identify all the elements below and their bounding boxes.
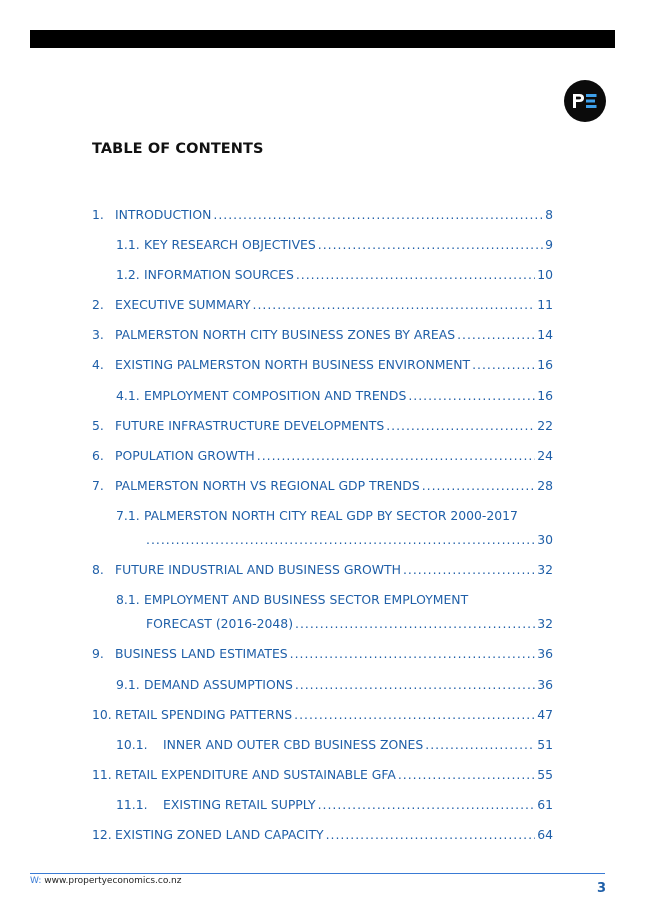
leader-dots (257, 448, 535, 464)
leader-dots (403, 562, 535, 578)
web-label: W: (30, 876, 42, 886)
toc-number: 1.1. (116, 237, 140, 252)
toc-page: 28 (537, 478, 553, 493)
toc-entry-7[interactable] (92, 478, 553, 494)
toc-number: 9.1. (116, 677, 140, 692)
leader-dots (290, 646, 536, 662)
leader-dots (398, 767, 535, 783)
toc-page: 9 (545, 237, 553, 252)
toc-entry-8-1[interactable] (116, 592, 553, 608)
toc-number: 12. (92, 827, 112, 842)
toc-text: RETAIL EXPENDITURE AND SUSTAINABLE GFA (115, 767, 396, 782)
toc-text: INNER AND OUTER CBD BUSINESS ZONES (163, 737, 424, 752)
leader-dots (408, 388, 535, 404)
toc-entry-10[interactable] (92, 707, 553, 723)
toc-text: KEY RESEARCH OBJECTIVES (144, 237, 316, 252)
footer-divider (30, 873, 605, 874)
toc-text: EMPLOYMENT AND BUSINESS SECTOR EMPLOYMENT (144, 592, 469, 607)
toc-entry-4-1[interactable] (116, 388, 553, 404)
toc-page: 51 (537, 737, 553, 752)
leader-dots (296, 267, 535, 283)
leader-dots (326, 827, 536, 843)
leader-dots (318, 237, 543, 253)
toc-page: 10 (537, 267, 553, 282)
toc-page: 55 (537, 767, 553, 782)
toc-entry-2[interactable] (92, 297, 553, 313)
toc-text: INTRODUCTION (115, 207, 212, 222)
toc-entry-9[interactable] (92, 646, 553, 662)
toc-number: 1.2. (116, 267, 140, 282)
toc-number: 10. (92, 707, 112, 722)
toc-page: 47 (537, 707, 553, 722)
toc-entry-6[interactable] (92, 448, 553, 464)
toc-page: 64 (537, 827, 553, 842)
leader-dots (318, 797, 536, 813)
toc-number: 1. (92, 207, 104, 222)
toc-text: POPULATION GROWTH (115, 448, 255, 463)
toc-entry-4[interactable] (92, 357, 553, 373)
toc-number: 4.1. (116, 388, 140, 403)
toc-text: INFORMATION SOURCES (144, 267, 294, 282)
toc-entry-10-1[interactable] (116, 737, 553, 753)
toc-number: 8. (92, 562, 104, 577)
leader-dots (457, 327, 535, 343)
toc-text: PALMERSTON NORTH VS REGIONAL GDP TRENDS (115, 478, 420, 493)
toc-number: 8.1. (116, 592, 140, 607)
toc-page: 14 (537, 327, 553, 342)
toc-text-continued: FORECAST (2016-2048) (146, 616, 294, 631)
leader-dots (472, 357, 535, 373)
leader-dots (422, 478, 536, 494)
toc-entry-12[interactable] (92, 827, 553, 843)
leader-dots (425, 737, 535, 753)
toc-page: 30 (537, 532, 553, 547)
toc-text: FUTURE INFRASTRUCTURE DEVELOPMENTS (115, 418, 385, 433)
toc-entry-1[interactable] (92, 207, 553, 223)
toc-number: 4. (92, 357, 104, 372)
leader-dots (253, 297, 536, 313)
toc-number: 10.1. (116, 737, 148, 752)
toc-number: 11. (92, 767, 112, 782)
leader-dots (386, 418, 535, 434)
toc-entry-7-1-continuation[interactable] (146, 532, 553, 548)
toc-entry-9-1[interactable] (116, 677, 553, 693)
page-title: TABLE OF CONTENTS (92, 141, 264, 157)
leader-dots (213, 207, 543, 223)
website-link[interactable]: www.propertyeconomics.co.nz (44, 876, 182, 886)
toc-entry-5[interactable] (92, 418, 553, 434)
toc-page: 36 (537, 646, 553, 661)
toc-page: 32 (537, 562, 553, 577)
toc-text: EXISTING PALMERSTON NORTH BUSINESS ENVIRONMENT (115, 357, 471, 372)
footer-website (30, 876, 181, 886)
toc-number: 11.1. (116, 797, 148, 812)
toc-page: 8 (545, 207, 553, 222)
toc-page: 22 (537, 418, 553, 433)
leader-dots (146, 532, 535, 548)
toc-text: EXISTING RETAIL SUPPLY (163, 797, 316, 812)
toc-text: EXISTING ZONED LAND CAPACITY (115, 827, 324, 842)
leader-dots (294, 707, 535, 723)
page-number: 3 (597, 881, 607, 896)
toc-page: 11 (537, 297, 553, 312)
toc-page: 32 (537, 616, 553, 631)
toc-number: 2. (92, 297, 104, 312)
toc-entry-8[interactable] (92, 562, 553, 578)
toc-number: 7.1. (116, 508, 140, 523)
toc-page: 61 (537, 797, 553, 812)
toc-number: 3. (92, 327, 104, 342)
toc-page: 24 (537, 448, 553, 463)
toc-entry-11[interactable] (92, 767, 553, 783)
toc-page: 16 (537, 357, 553, 372)
toc-page: 36 (537, 677, 553, 692)
toc-text: EXECUTIVE SUMMARY (115, 297, 251, 312)
toc-entry-3[interactable] (92, 327, 553, 343)
toc-number: 6. (92, 448, 104, 463)
toc-text: PALMERSTON NORTH CITY REAL GDP BY SECTOR 2000-2017 (144, 508, 518, 523)
toc-entry-1-2[interactable] (116, 267, 553, 283)
toc-page: 16 (537, 388, 553, 403)
toc-entry-11-1[interactable] (116, 797, 553, 813)
toc-text: FUTURE INDUSTRIAL AND BUSINESS GROWTH (115, 562, 401, 577)
toc-entry-7-1[interactable] (116, 508, 553, 524)
toc-number: 7. (92, 478, 104, 493)
toc-text: BUSINESS LAND ESTIMATES (115, 646, 288, 661)
toc-text: RETAIL SPENDING PATTERNS (115, 707, 293, 722)
toc-number: 5. (92, 418, 104, 433)
leader-dots (295, 677, 535, 693)
toc-text: PALMERSTON NORTH CITY BUSINESS ZONES BY AREAS (115, 327, 456, 342)
toc-number: 9. (92, 646, 104, 661)
leader-dots (295, 616, 535, 632)
toc-entry-1-1[interactable] (116, 237, 553, 253)
toc-text: DEMAND ASSUMPTIONS (144, 677, 293, 692)
toc-entry-8-1-continuation[interactable] (146, 616, 553, 632)
toc-text: EMPLOYMENT COMPOSITION AND TRENDS (144, 388, 407, 403)
